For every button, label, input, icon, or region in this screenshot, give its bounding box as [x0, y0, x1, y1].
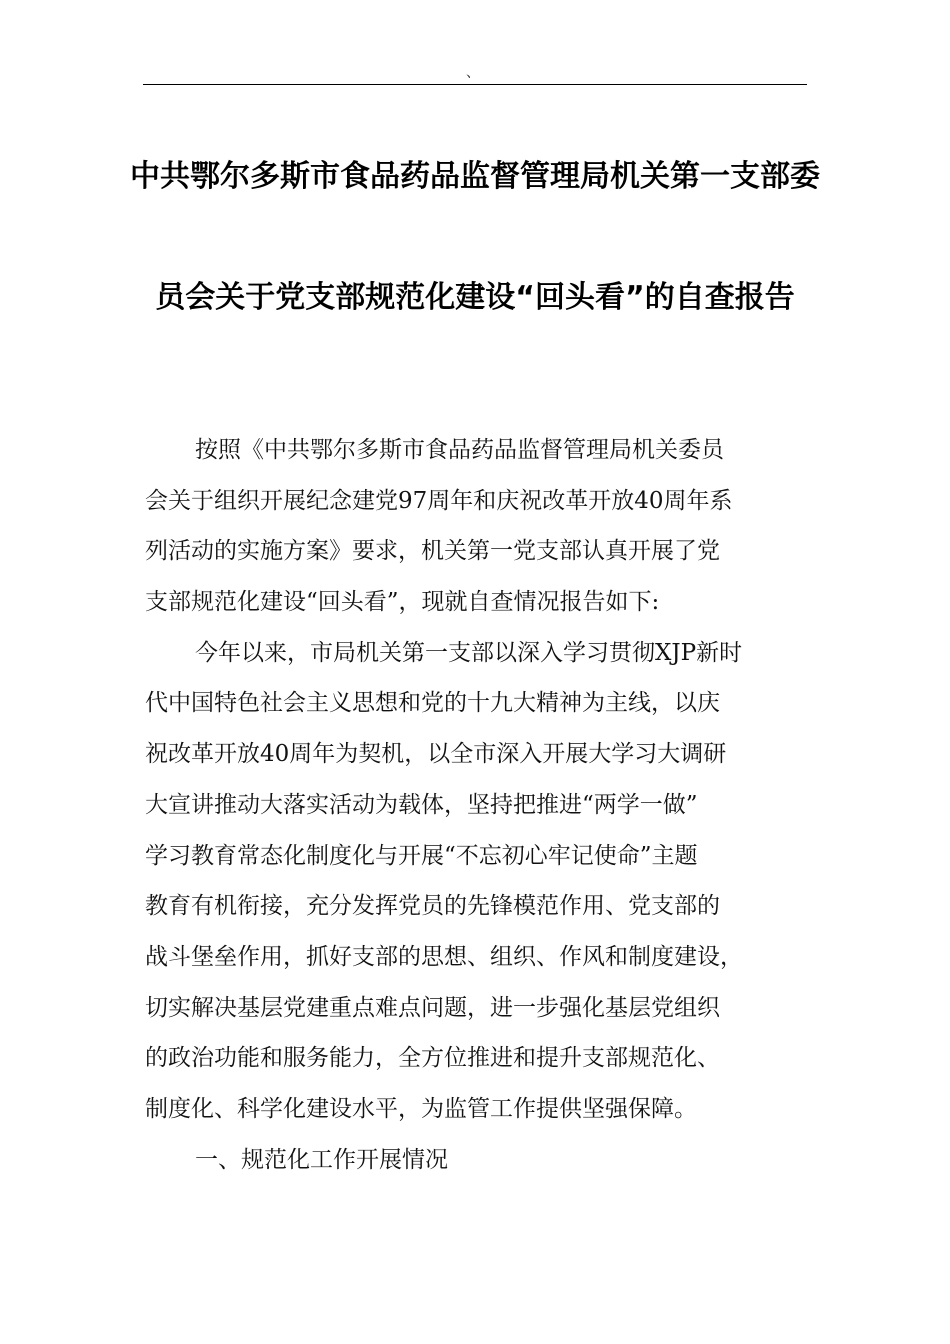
body-line: 学习教育常态化制度化与开展“不忘初心牢记使命”主题 — [145, 842, 698, 869]
title-line-1: 中共鄂尔多斯市食品药品监督管理局机关第一支部委 — [130, 159, 820, 194]
body-line: 列活动的实施方案》要求，机关第一党支部认真开展了党 — [145, 538, 720, 565]
body-line: 教育有机衔接，充分发挥党员的先锋模范作用、党支部的 — [145, 893, 720, 920]
header-mark: 、 — [466, 65, 480, 81]
body-line: 支部规范化建设“回头看”，现就自查情况报告如下: — [145, 589, 660, 616]
title-line-2: 员会关于党支部规范化建设“回头看”的自查报告 — [155, 280, 795, 315]
body-line: 代中国特色社会主义思想和党的十九大精神为主线，以庆 — [145, 690, 720, 717]
body-line: 的政治功能和服务能力，全方位推进和提升支部规范化、 — [145, 1045, 720, 1072]
body-line: 战斗堡垒作用，抓好支部的思想、组织、作风和制度建设， — [145, 943, 743, 970]
header-rule — [143, 84, 807, 85]
body-line: 会关于组织开展纪念建党97周年和庆祝改革开放40周年系 — [145, 487, 733, 514]
body-line: 切实解决基层党建重点难点问题，进一步强化基层党组织 — [145, 994, 720, 1021]
body-text — [145, 425, 810, 1185]
body-line: 今年以来，市局机关第一支部以深入学习贯彻XJP新时 — [195, 639, 743, 666]
body-line: 按照《中共鄂尔多斯市食品药品监督管理局机关委员 — [195, 437, 724, 463]
body-line: 祝改革开放40周年为契机，以全市深入开展大学习大调研 — [145, 741, 727, 768]
body-line: 制度化、科学化建设水平，为监管工作提供坚强保障。 — [145, 1095, 697, 1122]
section-heading: 一、规范化工作开展情况 — [195, 1146, 448, 1173]
body-line: 大宣讲推动大落实活动为载体，坚持把推进“两学一做” — [145, 791, 698, 818]
